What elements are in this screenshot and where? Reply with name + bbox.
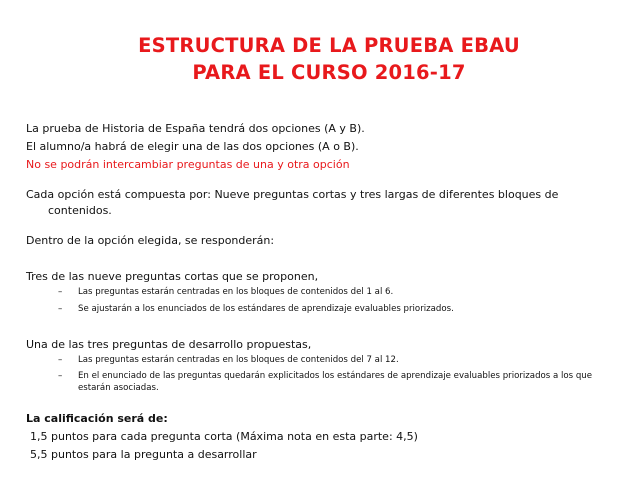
grading-short: 1,5 puntos para cada pregunta corta (Máxima nota en esta parte: 4,5) [30, 430, 418, 443]
bullet-text: En el enunciado de las preguntas quedarán explicitados los estándares de aprendizaje evaluables priorizados a los que estarán asociadas. [78, 371, 593, 393]
short-questions-heading: Tres de las nueve preguntas cortas que se proponen, [26, 270, 319, 283]
intro-line-no-exchange: No se podrán intercambiar preguntas de una y otra opción [26, 158, 350, 171]
bullet-text: Las preguntas estarán centradas en los bloques de contenidos del 7 al 12. [78, 355, 399, 365]
intro-line-choose: El alumno/a habrá de elegir una de las dos opciones (A o B). [26, 140, 359, 153]
bullet-text: Las preguntas estarán centradas en los bloques de contenidos del 1 al 6. [78, 287, 394, 297]
title-line-1: ESTRUCTURA DE LA PRUEBA EBAU [138, 34, 520, 57]
bullet-dash: – [58, 371, 63, 381]
bullet-dash: – [58, 287, 63, 297]
bullet-text: Se ajustarán a los enunciados de los estándares de aprendizaje evaluables priorizados. [78, 304, 454, 314]
composition-line-1: Cada opción está compuesta por: Nueve preguntas cortas y tres largas de diferentes bloques de [26, 188, 559, 201]
composition-line-2: contenidos. [48, 204, 112, 217]
intro-line-options: La prueba de Historia de España tendrá dos opciones (A y B). [26, 122, 365, 135]
bullet-dash: – [58, 355, 63, 365]
choice-intro: Dentro de la opción elegida, se responderán: [26, 234, 275, 247]
grading-heading: La calificación será de: [26, 412, 168, 425]
long-questions-heading: Una de las tres preguntas de desarrollo propuestas, [26, 338, 312, 351]
slide-title [40, 32, 618, 86]
title-line-2: PARA EL CURSO 2016-17 [192, 61, 466, 84]
bullet-dash: – [58, 304, 63, 314]
grading-long: 5,5 puntos para la pregunta a desarrollar [30, 448, 257, 461]
